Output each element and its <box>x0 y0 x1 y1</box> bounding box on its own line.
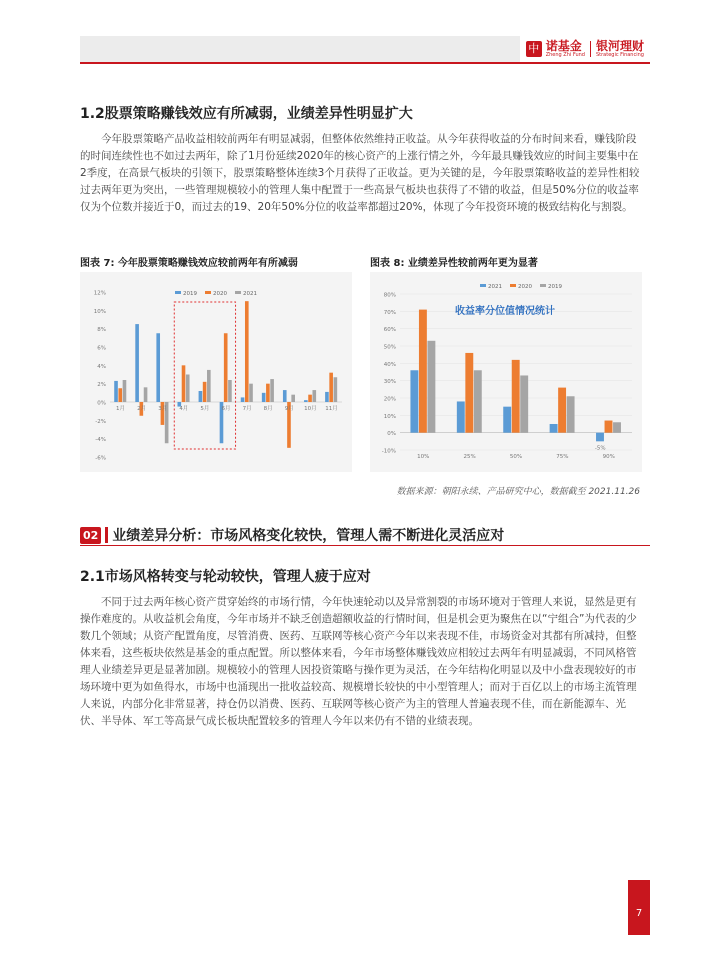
y-tick-label: 20% <box>383 396 396 403</box>
y-tick-label: -2% <box>95 418 106 425</box>
bar <box>596 433 604 442</box>
logo-sub: Zheng Zhi Fund <box>545 52 585 58</box>
bar <box>512 360 520 433</box>
x-tick-label: 8月 <box>263 406 273 412</box>
x-tick-label: 10% <box>417 454 430 460</box>
logo-name: 诺基金 <box>545 39 582 53</box>
x-tick-label: 6月 <box>221 406 231 412</box>
logo-right-sub: Strategic Financing <box>595 52 644 58</box>
legend-swatch <box>540 284 546 287</box>
figure-8-title: 图表 8: 业绩差异性较前两年更为显著 <box>370 258 538 269</box>
bar <box>266 384 270 402</box>
x-tick-label: 7月 <box>242 406 252 412</box>
legend-swatch <box>205 291 211 294</box>
bar <box>207 370 211 402</box>
legend-label: 2019 <box>183 291 197 297</box>
bar <box>203 382 207 402</box>
logo-name-block <box>546 40 585 58</box>
section-number: 02 <box>80 527 101 544</box>
bar <box>291 395 295 402</box>
y-tick-label: 4% <box>97 363 106 370</box>
bar <box>520 375 528 432</box>
bar <box>457 401 465 432</box>
bar <box>283 390 287 402</box>
section-2-1-paragraph: 不同于过去两年核心资产贯穿始终的市场行情，今年快速轮动以及异常割裂的市场环境对于管理人来说，显然是更有操作难度的。从收益机会角度，今年市场并不缺乏创造超额收益的行情时间，但是机会更为聚焦在以“宁组合”为代表的少数几个领域；从资产配置角度，尽管消费、医药、互联网等核心资产今年以来表现不佳，市场资金对其都有所减持，但整体来看，这些板块依然是基金的重点配置。所以整体来看，今年市场整体赚钱效应相较过去两年有明显减弱，不同风格管理人业绩差异更是显著加剧。规模较小的管理人因投资策略与操作更为灵活，在今年结构化明显以及中小盘表现较好的市场环境中更为如鱼得水，市场中也涌现出一批收益较高、规模增长较快的中小型管理人；而对于百亿以上的市场主流管理人来说，内部分化非常显著，持仓仍以消费、医药、互联网等核心资产为主的管理人普遍表现不佳，而在新能源车、光伏、半导体、军工等高景气成长板块配置较多的管理人今年以来仍有不错的业绩表现。 <box>80 596 637 727</box>
bar <box>503 407 511 433</box>
bar <box>114 381 118 402</box>
bar <box>550 424 558 433</box>
section-2-1-title: 2.1市场风格转变与轮动较快，管理人疲于应对 <box>80 569 371 585</box>
y-tick-label: 0% <box>97 400 106 407</box>
legend-label: 2021 <box>243 291 257 297</box>
bar <box>262 393 266 402</box>
figure-7-title: 图表 7: 今年股票策略赚钱效应较前两年有所减弱 <box>80 258 298 269</box>
chart-percentile-returns <box>370 272 642 472</box>
bar <box>245 301 249 402</box>
y-tick-label: 10% <box>93 308 106 315</box>
y-tick-label: 8% <box>97 327 106 334</box>
y-tick-label: -4% <box>95 437 106 444</box>
y-tick-label: 12% <box>93 290 106 297</box>
header-divider <box>80 62 650 64</box>
legend-swatch <box>235 291 241 294</box>
bar <box>182 365 186 402</box>
bar <box>312 390 316 402</box>
bar <box>249 384 253 402</box>
x-tick-label: 5月 <box>200 406 210 412</box>
logo-separator <box>590 41 591 57</box>
y-tick-label: 50% <box>383 344 396 351</box>
bar <box>465 353 473 433</box>
y-tick-label: 40% <box>383 361 396 368</box>
section-divider <box>80 545 650 546</box>
bar <box>558 388 566 433</box>
figure-7-chart <box>80 272 352 472</box>
bar <box>474 370 482 432</box>
x-tick-label: 1月 <box>116 406 126 412</box>
logo <box>520 36 650 62</box>
legend-label: 2020 <box>213 291 227 297</box>
x-tick-label: 50% <box>509 454 523 460</box>
bar <box>118 388 122 402</box>
x-tick-label: 2月 <box>137 406 147 412</box>
bar <box>199 391 203 402</box>
x-tick-label: 4月 <box>179 406 189 412</box>
bar <box>419 310 427 433</box>
page-number: 7 <box>628 880 650 935</box>
logo-right: 银河理财 <box>595 39 644 53</box>
legend-label: 2021 <box>488 284 502 290</box>
bar <box>270 379 274 402</box>
bar <box>605 421 613 433</box>
logo-right-block <box>596 40 644 58</box>
figure-8-chart <box>370 272 642 472</box>
x-tick-label: 11月 <box>325 406 338 412</box>
bar <box>304 400 308 402</box>
bar <box>224 333 228 402</box>
bar <box>241 397 245 402</box>
x-tick-label: 90% <box>602 454 615 460</box>
y-tick-label: 80% <box>383 292 396 299</box>
bar <box>325 392 329 402</box>
legend-label: 2020 <box>518 284 532 290</box>
bar <box>308 395 312 402</box>
bar <box>144 387 148 402</box>
legend-swatch <box>175 291 181 294</box>
bar <box>334 377 338 402</box>
y-tick-label: 70% <box>383 309 396 316</box>
legend-label: 2019 <box>548 284 562 290</box>
bar <box>427 341 435 433</box>
bar <box>135 324 139 402</box>
y-tick-label: -6% <box>95 455 106 462</box>
y-tick-label: 30% <box>383 379 396 386</box>
bar <box>329 373 333 402</box>
y-tick-label: 10% <box>383 413 396 420</box>
legend-swatch <box>510 284 516 287</box>
legend-swatch <box>480 284 486 287</box>
section-1-2-title: 1.2股票策略赚钱效应有所减弱，业绩差异性明显扩大 <box>80 106 413 122</box>
bar <box>228 380 232 402</box>
logo-mark-icon: 中 <box>526 41 542 57</box>
chart-title: 收益率分位值情况统计 <box>455 306 555 317</box>
x-tick-label: 3月 <box>158 406 168 412</box>
data-label: -5% <box>594 445 606 452</box>
bar <box>410 370 418 432</box>
bar <box>186 375 190 403</box>
y-tick-label: -10% <box>381 448 396 455</box>
bar <box>156 333 160 402</box>
bar <box>123 380 127 402</box>
section-02-heading <box>80 525 504 545</box>
x-tick-label: 9月 <box>284 406 294 412</box>
section-1-2-paragraph: 今年股票策略产品收益相较前两年有明显减弱，但整体依然维持正收益。从今年获得收益的分布时间来看，赚钱阶段的时间连续性也不如过去两年，除了1月份延续2020年的核心资产的上涨行情之外，今年最具赚钱效应的时间主要集中在2季度，在高景气板块的引领下，股票策略整体连续3个月获得了正收益。更为关键的是，今年股票策略收益的差异性相较过去两年更为突出，一些管理规模较小的管理人集中配置于一些高景气板块也获得了不错的收益，但是50%分位的收益率仅为个位数并接近于0，而过去的19、20年50%分位的收益率都超过20%，体现了今年投资环境的极致结构化与割裂。 <box>80 133 640 213</box>
x-tick-label: 75% <box>556 454 569 460</box>
y-tick-label: 60% <box>383 327 396 334</box>
header-bar <box>80 36 650 62</box>
bar <box>613 422 621 432</box>
y-tick-label: 6% <box>97 345 106 352</box>
section-02-title: 业绩差异分析：市场风格变化较快，管理人需不断进化灵活应对 <box>112 528 505 544</box>
y-tick-label: 2% <box>97 382 106 389</box>
bar <box>567 396 575 432</box>
y-tick-label: 0% <box>387 431 396 438</box>
chart-monthly-returns <box>80 272 352 472</box>
x-tick-label: 10月 <box>304 406 317 412</box>
x-tick-label: 25% <box>463 454 476 460</box>
section-bar <box>105 527 108 543</box>
data-source: 数据来源：朝阳永续、产品研究中心，数据截至 2021.11.26 <box>396 487 640 497</box>
